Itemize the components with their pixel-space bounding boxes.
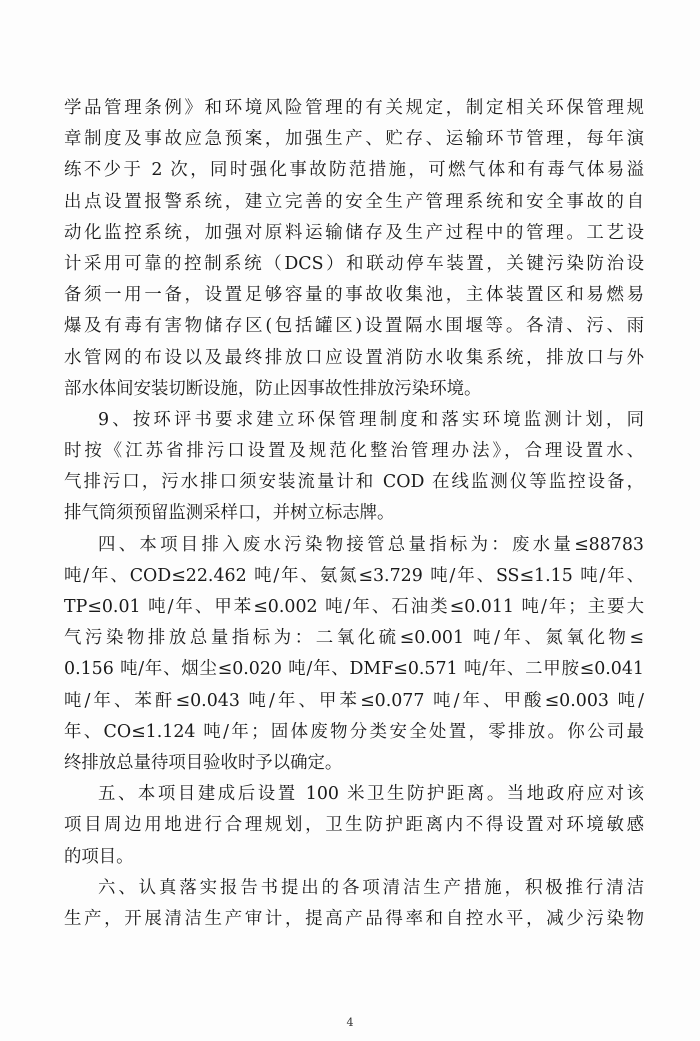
text-line: 计采用可靠的控制系统（DCS）和联动停车装置，关键污染防治设 <box>64 253 644 274</box>
text-line: TP≤0.01 吨/年、甲苯≤0.002 吨/年、石油类≤0.011 吨/年；主要大 <box>64 597 644 617</box>
text-line: 吨/年、COD≤22.462 吨/年、氨氮≤3.729 吨/年、SS≤1.15 吨/年、 <box>64 565 644 586</box>
text-line: 五、本项目建成后设置 100 米卫生防护距离。当地政府应对该 <box>98 784 644 805</box>
text-line: 排气筒须预留监测采样口，并树立标志牌。 <box>64 503 395 524</box>
text-line: 吨/年、苯酐≤0.043 吨/年、甲苯≤0.077 吨/年、甲酸≤0.003 吨/ <box>64 690 644 711</box>
text-line: 气污染物排放总量指标为：二氧化硫≤0.001 吨/年、氮氧化物≤ <box>64 628 644 649</box>
text-line: 章制度及事故应急预案，加强生产、贮存、运输环节管理，每年演 <box>64 129 644 150</box>
text-line: 时按《江苏省排污口设置及规范化整治管理办法》，合理设置水、 <box>64 441 644 462</box>
text-line: 练不少于 2 次，同时强化事故防范措施，可燃气体和有毒气体易溢 <box>64 160 644 181</box>
body-text <box>64 93 644 935</box>
text-line: 水管网的布设以及最终排放口应设置消防水收集系统，排放口与外 <box>64 347 644 368</box>
text-line: 四、本项目排入废水污染物接管总量指标为：废水量≤88783 <box>98 534 644 555</box>
text-line: 项目周边用地进行合理规划，卫生防护距离内不得设置对环境敏感 <box>64 815 644 836</box>
text-line: 爆及有毒有害物储存区(包括罐区)设置隔水围堰等。各清、污、雨 <box>64 316 644 337</box>
text-line: 出点设置报警系统，建立完善的安全生产管理系统和安全事故的自 <box>64 191 644 212</box>
text-line: 部水体间安装切断设施，防止因事故性排放污染环境。 <box>64 378 482 399</box>
text-line: 气排污口，污水排口须安装流量计和 COD 在线监测仪等监控设备， <box>64 472 644 493</box>
text-line: 0.156 吨/年、烟尘≤0.020 吨/年、DMF≤0.571 吨/年、二甲胺≤0.041 <box>64 659 644 680</box>
text-line: 9、按环评书要求建立环保管理制度和落实环境监测计划，同 <box>98 409 644 430</box>
text-line: 学品管理条例》和环境风险管理的有关规定，制定相关环保管理规 <box>64 98 644 118</box>
text-line: 终排放总量待项目验收时予以确定。 <box>64 752 343 773</box>
text-line: 动化监控系统，加强对原料运输储存及生产过程中的管理。工艺设 <box>64 222 644 243</box>
text-line: 备须一用一备，设置足够容量的事故收集池，主体装置区和易燃易 <box>64 285 644 306</box>
text-line: 年、CO≤1.124 吨/年；固体废物分类安全处置，零排放。你公司最 <box>64 721 644 742</box>
text-line: 六、认真落实报告书提出的各项清洁生产措施，积极推行清洁 <box>98 877 644 898</box>
text-line: 生产，开展清洁生产审计，提高产品得率和自控水平，减少污染物 <box>64 908 644 929</box>
page-number: 4 <box>346 1016 354 1029</box>
text-line: 的项目。 <box>64 846 134 867</box>
